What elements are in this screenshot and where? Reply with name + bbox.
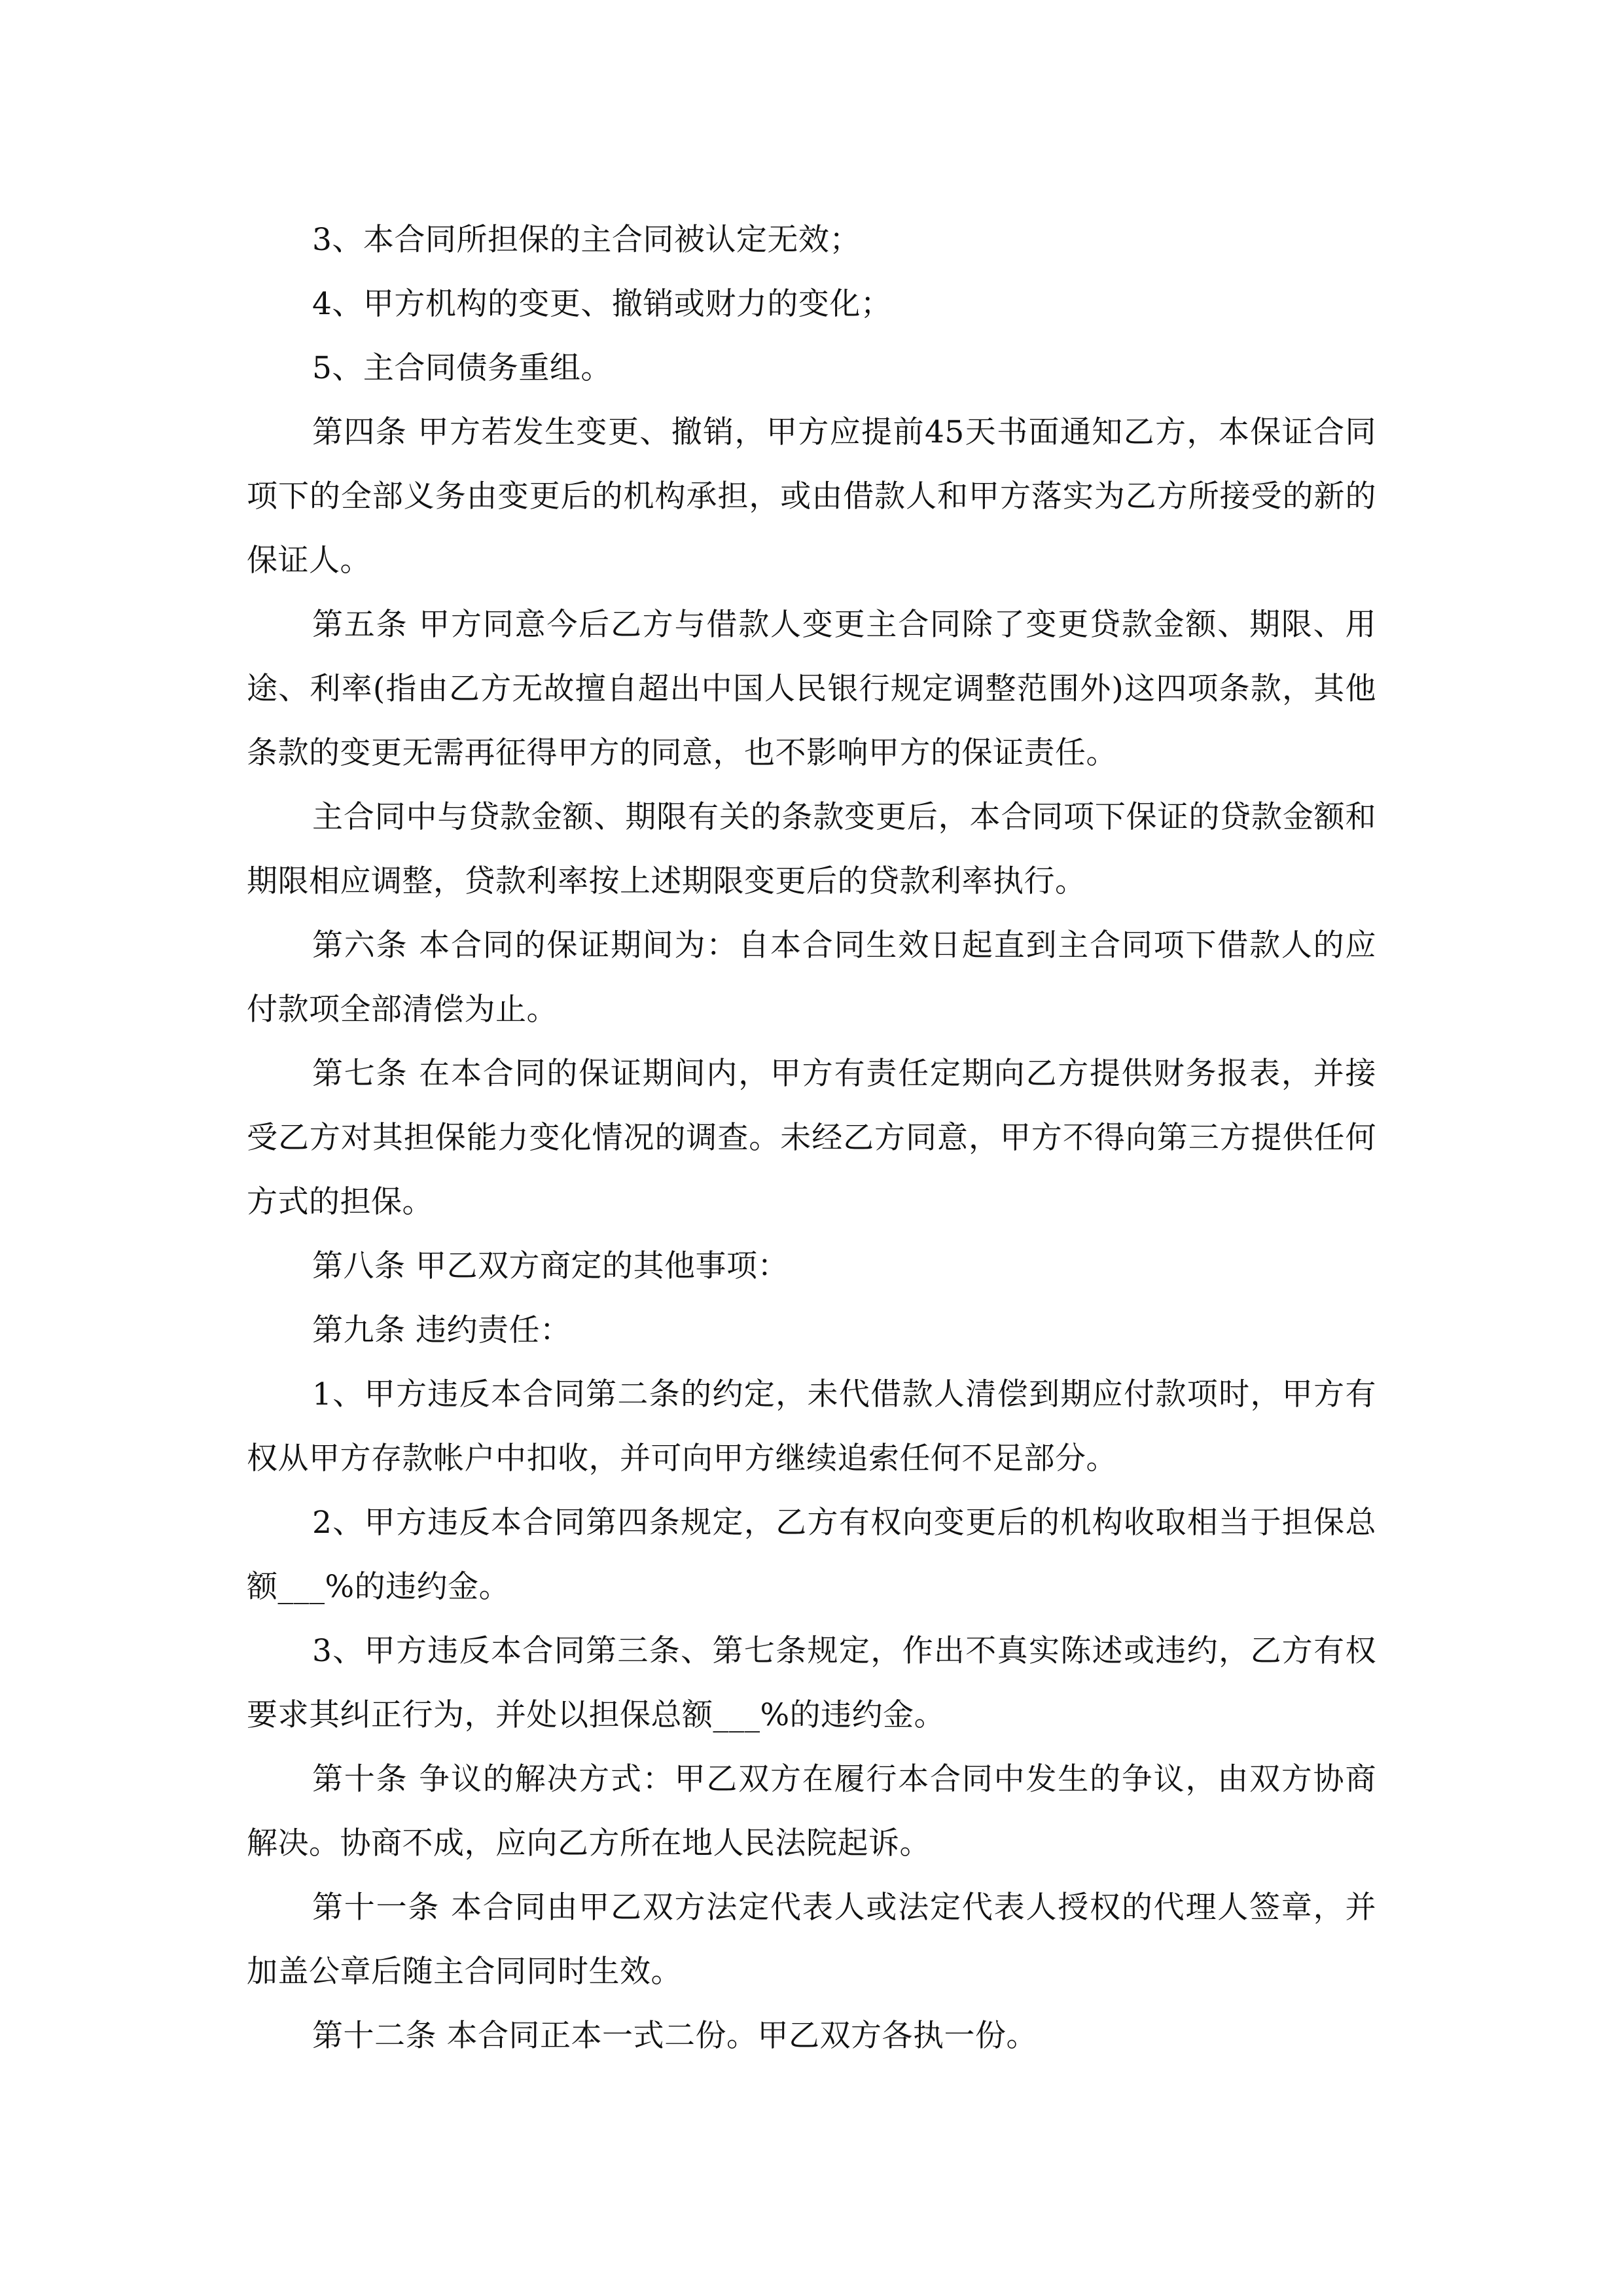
document-body [247,208,1376,2068]
clause-3-item-5: 5、主合同债务重组。 [312,350,612,386]
clause-9-item-2: 2、甲方违反本合同第四条规定，乙方有权向变更后的机构收取相当于担保总额___%的违约金。 [247,1505,1376,1605]
clause-7: 第七条 在本合同的保证期间内，甲方有责任定期向乙方提供财务报表，并接受乙方对其担保能力变化情况的调查。未经乙方同意，甲方不得向第三方提供任何方式的担保。 [247,1056,1376,1220]
clause-3-item-3: 3、本合同所担保的主合同被认定无效； [312,222,861,258]
clause-5-continued: 主合同中与贷款金额、期限有关的条款变更后，本合同项下保证的贷款金额和期限相应调整，贷款利率按上述期限变更后的贷款利率执行。 [247,799,1376,899]
clause-9-item-3: 3、甲方违反本合同第三条、第七条规定，作出不真实陈述或违约，乙方有权要求其纠正行为，并处以担保总额___%的违约金。 [247,1633,1376,1733]
clause-10: 第十条 争议的解决方式：甲乙双方在履行本合同中发生的争议，由双方协商解决。协商不成，应向乙方所在地人民法院起诉。 [247,1761,1376,1861]
clause-9: 第九条 违约责任： [312,1312,571,1348]
clause-8: 第八条 甲乙双方商定的其他事项： [312,1248,789,1284]
clause-9-item-1: 1、甲方违反本合同第二条的约定，未代借款人清偿到期应付款项时，甲方有权从甲方存款帐户中扣收，并可向甲方继续追索任何不足部分。 [247,1376,1376,1477]
clause-5: 第五条 甲方同意今后乙方与借款人变更主合同除了变更贷款金额、期限、用途、利率(指由乙方无故擅自超出中国人民银行规定调整范围外)这四项条款，其他条款的变更无需再征得甲方的同意，也不影响甲方的保证责任。 [247,607,1376,771]
clause-6: 第六条 本合同的保证期间为：自本合同生效日起直到主合同项下借款人的应付款项全部清偿为止。 [247,927,1376,1028]
clause-3-item-4: 4、甲方机构的变更、撤销或财力的变化； [312,286,892,322]
clause-11: 第十一条 本合同由甲乙双方法定代表人或法定代表人授权的代理人签章，并加盖公章后随主合同同时生效。 [247,1890,1376,1990]
clause-4: 第四条 甲方若发生变更、撤销，甲方应提前45天书面通知乙方，本保证合同项下的全部义务由变更后的机构承担，或由借款人和甲方落实为乙方所接受的新的保证人。 [247,414,1376,579]
clause-12: 第十二条 本合同正本一式二份。甲乙双方各执一份。 [312,2018,1037,2054]
